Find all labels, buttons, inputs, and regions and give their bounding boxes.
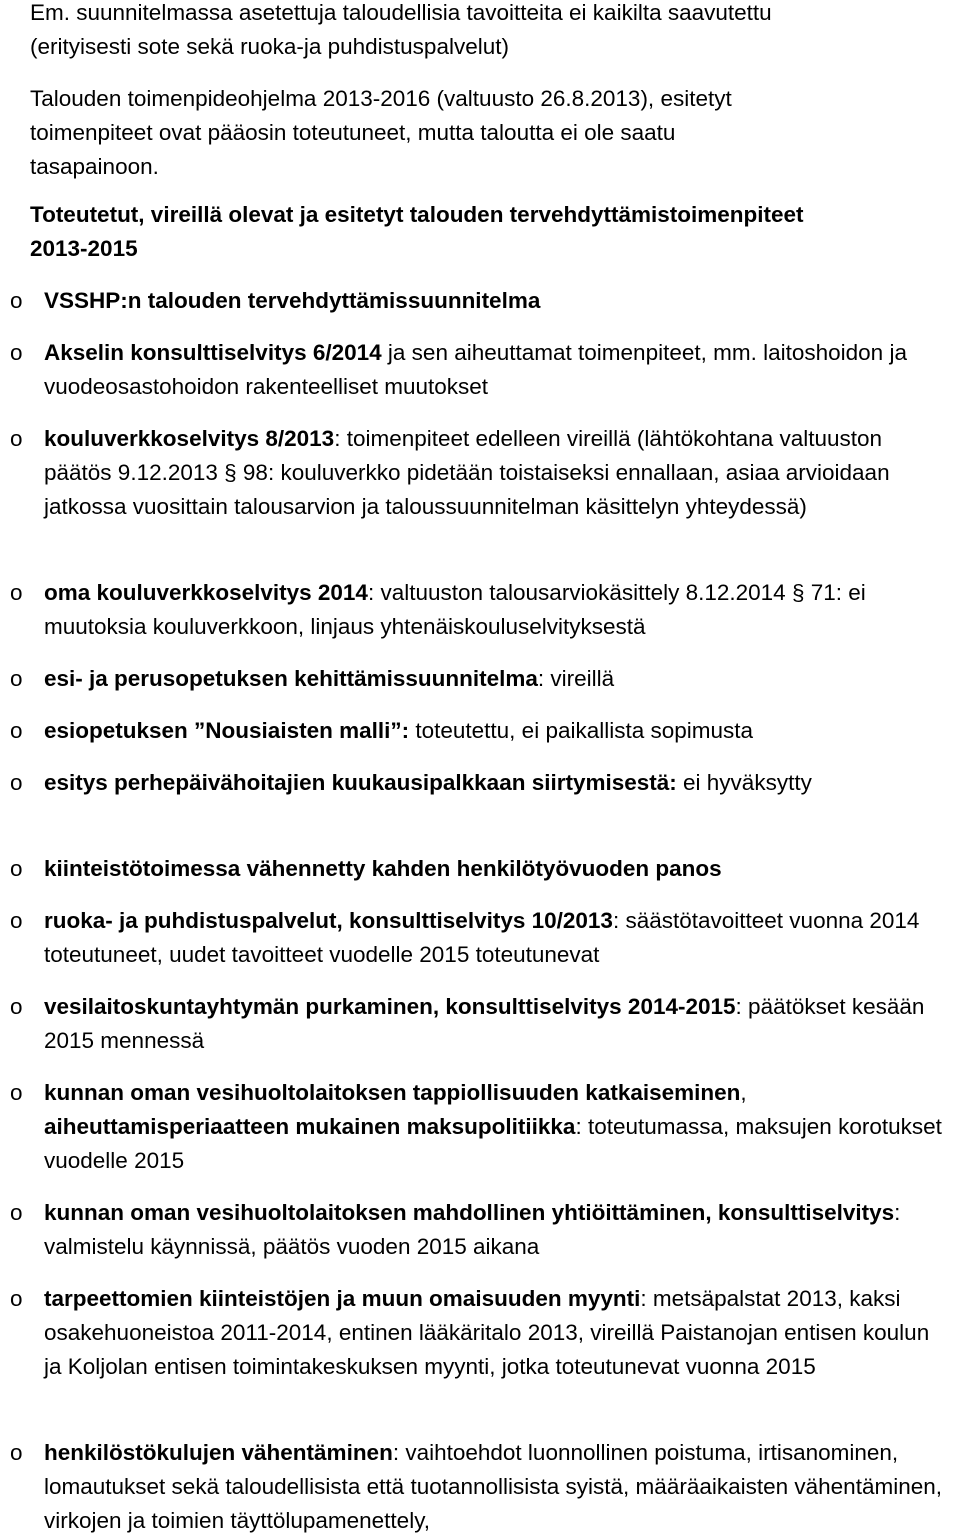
bullet-marker: o bbox=[10, 770, 23, 795]
bullet-marker: o bbox=[10, 1286, 23, 1311]
intro-line: toimenpiteet ovat pääosin toteutuneet, mutta taloutta ei ole saatu bbox=[30, 120, 676, 145]
item-bold-text: esitys perhepäivähoitajien kuukausipalkkaan siirtymisestä: bbox=[44, 770, 677, 795]
item-text: : säästötavoitteet vuonna 2014 toteutuneet, uudet tavoitteet vuodelle 2015 toteutunevat bbox=[44, 908, 920, 967]
bullet-marker: o bbox=[10, 426, 23, 451]
bullet-marker: o bbox=[10, 994, 23, 1019]
item-bold-text: aiheuttamisperiaatteen mukainen maksupolitiikka bbox=[44, 1114, 576, 1139]
item-text: , bbox=[740, 1080, 747, 1105]
item-text: ja sen aiheuttamat toimenpiteet, mm. laitoshoidon ja vuodeosastohoidon rakenteelliset muutokset bbox=[44, 340, 907, 399]
item-bold-text: esi- ja perusopetuksen kehittämissuunnitelma bbox=[44, 666, 538, 691]
item-bold-text: esiopetuksen ”Nousiaisten malli”: bbox=[44, 718, 410, 743]
item-bold-text: tarpeettomien kiinteistöjen ja muun omaisuuden myynti bbox=[44, 1286, 641, 1311]
bullet-marker: o bbox=[10, 340, 23, 365]
item-bold-text: VSSHP:n talouden tervehdyttämissuunnitelma bbox=[44, 288, 541, 313]
item-bold-text: henkilöstökulujen vähentäminen bbox=[44, 1440, 393, 1465]
bullet-marker: o bbox=[10, 856, 23, 881]
item-bold-text: kunnan oman vesihuoltolaitoksen tappiollisuuden katkaiseminen bbox=[44, 1080, 741, 1105]
intro-line: Talouden toimenpideohjelma 2013-2016 (valtuusto 26.8.2013), esitetyt bbox=[30, 86, 732, 111]
intro-line: tasapainoon. bbox=[30, 154, 159, 179]
item-bold-text: oma kouluverkkoselvitys 2014 bbox=[44, 580, 368, 605]
item-bold-text: ruoka- ja puhdistuspalvelut, konsulttiselvitys 10/2013 bbox=[44, 908, 613, 933]
item-bold-text: Akselin konsulttiselvitys 6/2014 bbox=[44, 340, 382, 365]
item-text: : päätökset kesään 2015 mennessä bbox=[44, 994, 925, 1053]
item-text: : toimenpiteet edelleen vireillä (lähtökohtana valtuuston päätös 9.12.2013 § 98: kouluverkko pidetään toistaiseksi ennallaan, asiaa arvioidaan jatkossa vuosittain talousarvion ja taloussuunnitelman käsittelyn yhteydessä) bbox=[44, 426, 890, 519]
item-bold-text: vesilaitoskuntayhtymän purkaminen, konsulttiselvitys 2014-2015 bbox=[44, 994, 736, 1019]
bullet-marker: o bbox=[10, 908, 23, 933]
item-bold-text: kiinteistötoimessa vähennetty kahden henkilötyövuoden panos bbox=[44, 856, 722, 881]
bullet-marker: o bbox=[10, 1080, 23, 1105]
bullet-marker: o bbox=[10, 1440, 23, 1465]
item-text: : vaihtoehdot luonnollinen poistuma, irtisanominen, lomautukset sekä taloudellisista että tuotannollisista syistä, määräaikaisten vähentäminen, virkojen ja toimien täyttölupamenettely, bbox=[44, 1440, 942, 1533]
item-text: toteutettu, ei paikallista sopimusta bbox=[409, 718, 754, 743]
bullet-marker: o bbox=[10, 580, 23, 605]
item-text: : metsäpalstat 2013, kaksi osakehuoneistoa 2011-2014, entinen lääkäritalo 2013, vireillä Paistanojan entisen koulun ja Koljolan entisen toimintakeskuksen myynti, jotka toteutunevat vuonna 2015 bbox=[44, 1286, 930, 1379]
item-bold-text: kouluverkkoselvitys 8/2013 bbox=[44, 426, 335, 451]
section-heading: 2013-2015 bbox=[30, 236, 138, 261]
item-text: : valmistelu käynnissä, päätös vuoden 2015 aikana bbox=[44, 1200, 901, 1259]
bullet-marker: o bbox=[10, 288, 23, 313]
item-text: ei hyväksytty bbox=[676, 770, 812, 795]
bullet-marker: o bbox=[10, 718, 23, 743]
intro-line: Em. suunnitelmassa asetettuja taloudellisia tavoitteita ei kaikilta saavutettu bbox=[30, 0, 772, 25]
section-heading: Toteutetut, vireillä olevat ja esitetyt talouden tervehdyttämistoimenpiteet bbox=[30, 202, 804, 227]
item-text: : valtuuston talousarviokäsittely 8.12.2014 § 71: ei muutoksia kouluverkkoon, linjaus yhtenäiskouluselvityksestä bbox=[44, 580, 866, 639]
item-text: : toteutumassa, maksujen korotukset vuodelle 2015 bbox=[44, 1114, 942, 1173]
bullet-marker: o bbox=[10, 666, 23, 691]
item-text: : vireillä bbox=[537, 666, 615, 691]
intro-line: (erityisesti sote sekä ruoka-ja puhdistuspalvelut) bbox=[30, 34, 509, 59]
bullet-marker: o bbox=[10, 1200, 23, 1225]
item-bold-text: kunnan oman vesihuoltolaitoksen mahdollinen yhtiöittäminen, konsulttiselvitys bbox=[44, 1200, 895, 1225]
